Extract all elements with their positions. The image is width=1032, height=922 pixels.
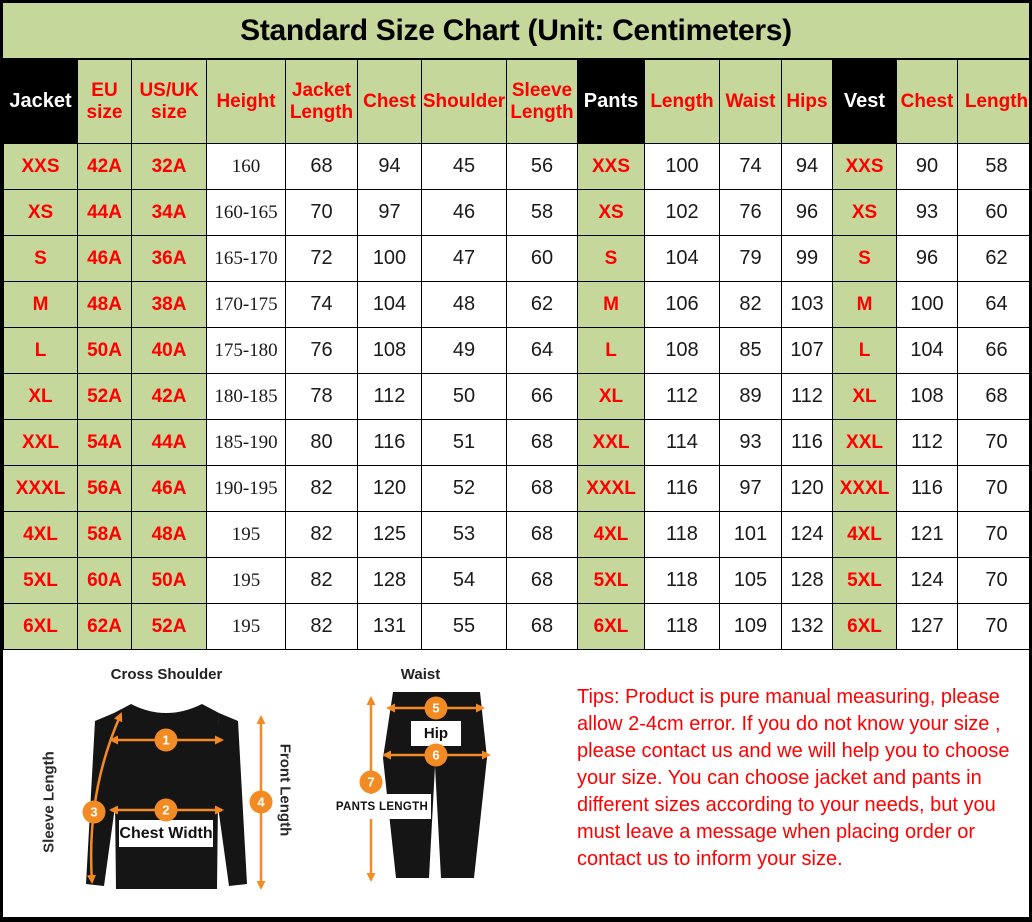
size-label-cell: 44A — [78, 190, 132, 236]
value-cell: 93 — [897, 190, 958, 236]
value-cell: 82 — [286, 512, 358, 558]
value-cell: 120 — [358, 466, 422, 512]
column-header-us-uk-size: US/UK size — [132, 60, 207, 144]
value-cell: 93 — [720, 420, 782, 466]
value-cell: 108 — [897, 374, 958, 420]
value-cell: 64 — [507, 328, 578, 374]
waist-label: Waist — [400, 666, 441, 683]
size-label-cell: XXXL — [833, 466, 897, 512]
value-cell: 70 — [958, 466, 1032, 512]
table-row — [4, 144, 1032, 190]
table-row — [4, 420, 1032, 466]
value-cell: 125 — [358, 512, 422, 558]
column-header-hips: Hips — [782, 60, 833, 144]
value-cell: 60 — [958, 190, 1032, 236]
column-header-vest-length: Length — [958, 60, 1032, 144]
value-cell: 195 — [207, 512, 286, 558]
value-cell: 60 — [507, 236, 578, 282]
table-row — [4, 604, 1032, 650]
value-cell: 70 — [286, 190, 358, 236]
value-cell: 62 — [958, 236, 1032, 282]
value-cell: 106 — [645, 282, 720, 328]
table-row — [4, 558, 1032, 604]
column-header-jacket-length: Jacket Length — [286, 60, 358, 144]
value-cell: 76 — [720, 190, 782, 236]
value-cell: 195 — [207, 558, 286, 604]
column-header-pants-length: Length — [645, 60, 720, 144]
marker-5-badge: 5 — [425, 697, 448, 720]
front-length-label: Front Length — [276, 743, 294, 837]
value-cell: 103 — [782, 282, 833, 328]
size-label-cell: 38A — [132, 282, 207, 328]
value-cell: 108 — [358, 328, 422, 374]
value-cell: 100 — [358, 236, 422, 282]
value-cell: 62 — [507, 282, 578, 328]
value-cell: 116 — [645, 466, 720, 512]
value-cell: 118 — [645, 558, 720, 604]
value-cell: 100 — [897, 282, 958, 328]
value-cell: 82 — [286, 558, 358, 604]
size-label-cell: XXL — [833, 420, 897, 466]
value-cell: 131 — [358, 604, 422, 650]
size-label-cell: XXL — [4, 420, 78, 466]
column-header-height: Height — [207, 60, 286, 144]
marker-6-badge: 6 — [425, 744, 448, 767]
value-cell: 107 — [782, 328, 833, 374]
value-cell: 85 — [720, 328, 782, 374]
column-header-vest-chest: Chest — [897, 60, 958, 144]
size-label-cell: 40A — [132, 328, 207, 374]
size-label-cell: L — [4, 328, 78, 374]
value-cell: 68 — [958, 374, 1032, 420]
size-label-cell: 4XL — [578, 512, 645, 558]
value-cell: 190-195 — [207, 466, 286, 512]
size-label-cell: 46A — [132, 466, 207, 512]
size-label-cell: 58A — [78, 512, 132, 558]
value-cell: 78 — [286, 374, 358, 420]
value-cell: 121 — [897, 512, 958, 558]
value-cell: 68 — [507, 558, 578, 604]
size-label-cell: XXS — [833, 144, 897, 190]
size-label-cell: 32A — [132, 144, 207, 190]
size-label-cell: 56A — [78, 466, 132, 512]
size-label-cell: XS — [833, 190, 897, 236]
value-cell: 58 — [958, 144, 1032, 190]
value-cell: 104 — [897, 328, 958, 374]
size-label-cell: 50A — [132, 558, 207, 604]
value-cell: 45 — [422, 144, 507, 190]
value-cell: 94 — [782, 144, 833, 190]
table-row — [4, 466, 1032, 512]
value-cell: 74 — [286, 282, 358, 328]
column-header-vest: Vest — [833, 60, 897, 144]
size-label-cell: 54A — [78, 420, 132, 466]
column-header-chest: Chest — [358, 60, 422, 144]
value-cell: 58 — [507, 190, 578, 236]
value-cell: 68 — [507, 420, 578, 466]
size-label-cell: 6XL — [4, 604, 78, 650]
value-cell: 97 — [358, 190, 422, 236]
value-cell: 76 — [286, 328, 358, 374]
value-cell: 70 — [958, 420, 1032, 466]
column-header-eu-size: EU size — [78, 60, 132, 144]
value-cell: 175-180 — [207, 328, 286, 374]
size-label-cell: 34A — [132, 190, 207, 236]
value-cell: 96 — [897, 236, 958, 282]
value-cell: 124 — [782, 512, 833, 558]
size-label-cell: M — [4, 282, 78, 328]
value-cell: 118 — [645, 512, 720, 558]
size-label-cell: XS — [578, 190, 645, 236]
size-label-cell: 46A — [78, 236, 132, 282]
marker-3-badge: 3 — [83, 801, 106, 824]
value-cell: 105 — [720, 558, 782, 604]
value-cell: 50 — [422, 374, 507, 420]
pants-measurement-diagram — [333, 662, 508, 900]
value-cell: 112 — [782, 374, 833, 420]
value-cell: 68 — [507, 512, 578, 558]
marker-1-badge: 1 — [155, 729, 178, 752]
value-cell: 114 — [645, 420, 720, 466]
value-cell: 80 — [286, 420, 358, 466]
table-row — [4, 282, 1032, 328]
value-cell: 94 — [358, 144, 422, 190]
value-cell: 170-175 — [207, 282, 286, 328]
shirt-measurement-diagram — [33, 662, 300, 907]
value-cell: 49 — [422, 328, 507, 374]
size-label-cell: XL — [833, 374, 897, 420]
size-label-cell: XXL — [578, 420, 645, 466]
value-cell: 64 — [958, 282, 1032, 328]
value-cell: 112 — [897, 420, 958, 466]
value-cell: 102 — [645, 190, 720, 236]
size-label-cell: L — [578, 328, 645, 374]
value-cell: 79 — [720, 236, 782, 282]
value-cell: 124 — [897, 558, 958, 604]
value-cell: 48 — [422, 282, 507, 328]
marker-7-badge: 7 — [360, 771, 383, 794]
value-cell: 52 — [422, 466, 507, 512]
table-row — [4, 236, 1032, 282]
value-cell: 89 — [720, 374, 782, 420]
value-cell: 112 — [358, 374, 422, 420]
value-cell: 72 — [286, 236, 358, 282]
value-cell: 128 — [782, 558, 833, 604]
value-cell: 195 — [207, 604, 286, 650]
table-row — [4, 190, 1032, 236]
size-label-cell: S — [833, 236, 897, 282]
value-cell: 90 — [897, 144, 958, 190]
value-cell: 100 — [645, 144, 720, 190]
column-header-sleeve-length: Sleeve Length — [507, 60, 578, 144]
value-cell: 109 — [720, 604, 782, 650]
value-cell: 104 — [645, 236, 720, 282]
value-cell: 68 — [507, 466, 578, 512]
value-cell: 160-165 — [207, 190, 286, 236]
value-cell: 56 — [507, 144, 578, 190]
size-label-cell: 42A — [78, 144, 132, 190]
header-row — [4, 60, 1032, 144]
size-label-cell: 52A — [78, 374, 132, 420]
size-label-cell: 48A — [132, 512, 207, 558]
column-header-jacket: Jacket — [4, 60, 78, 144]
size-label-cell: XL — [578, 374, 645, 420]
value-cell: 104 — [358, 282, 422, 328]
tips-text: Tips: Product is pure manual measuring, please allow 2-4cm error. If you do not know your size , please contact us and we will help you to choose your size. You can choose jacket and pants in different sizes according to your needs, but you must leave a message when placing order or contact us to inform your size. — [577, 686, 1010, 870]
value-cell: 82 — [720, 282, 782, 328]
size-label-cell: 42A — [132, 374, 207, 420]
size-label-cell: 5XL — [833, 558, 897, 604]
value-cell: 185-190 — [207, 420, 286, 466]
size-label-cell: 36A — [132, 236, 207, 282]
size-label-cell: 50A — [78, 328, 132, 374]
table-row — [4, 328, 1032, 374]
cross-shoulder-label: Cross Shoulder — [110, 666, 223, 683]
size-table — [3, 59, 1032, 650]
value-cell: 51 — [422, 420, 507, 466]
value-cell: 82 — [286, 466, 358, 512]
size-label-cell: 62A — [78, 604, 132, 650]
column-header-waist: Waist — [720, 60, 782, 144]
value-cell: 66 — [507, 374, 578, 420]
value-cell: 101 — [720, 512, 782, 558]
value-cell: 70 — [958, 558, 1032, 604]
value-cell: 116 — [358, 420, 422, 466]
value-cell: 165-170 — [207, 236, 286, 282]
size-label-cell: 4XL — [4, 512, 78, 558]
table-row — [4, 374, 1032, 420]
pants-shape — [383, 692, 487, 878]
size-label-cell: 48A — [78, 282, 132, 328]
size-label-cell: 5XL — [578, 558, 645, 604]
value-cell: 160 — [207, 144, 286, 190]
value-cell: 54 — [422, 558, 507, 604]
value-cell: 116 — [782, 420, 833, 466]
value-cell: 68 — [286, 144, 358, 190]
value-cell: 127 — [897, 604, 958, 650]
size-label-cell: M — [833, 282, 897, 328]
size-label-cell: 4XL — [833, 512, 897, 558]
shirt-illustration — [33, 662, 300, 907]
size-label-cell: 6XL — [578, 604, 645, 650]
column-header-pants: Pants — [578, 60, 645, 144]
value-cell: 118 — [645, 604, 720, 650]
size-label-cell: 44A — [132, 420, 207, 466]
size-label-cell: 6XL — [833, 604, 897, 650]
table-row — [4, 512, 1032, 558]
value-cell: 112 — [645, 374, 720, 420]
size-label-cell: S — [578, 236, 645, 282]
marker-4-badge: 4 — [250, 791, 273, 814]
value-cell: 180-185 — [207, 374, 286, 420]
value-cell: 96 — [782, 190, 833, 236]
size-label-cell: S — [4, 236, 78, 282]
size-label-cell: L — [833, 328, 897, 374]
marker-2-badge: 2 — [155, 799, 178, 822]
value-cell: 132 — [782, 604, 833, 650]
size-label-cell: XXXL — [578, 466, 645, 512]
page-title: Standard Size Chart (Unit: Centimeters) — [3, 3, 1029, 59]
hip-label: Hip — [411, 721, 461, 746]
size-label-cell: 60A — [78, 558, 132, 604]
size-label-cell: 5XL — [4, 558, 78, 604]
chest-width-label: Chest Width — [119, 820, 213, 847]
value-cell: 74 — [720, 144, 782, 190]
value-cell: 120 — [782, 466, 833, 512]
value-cell: 70 — [958, 512, 1032, 558]
value-cell: 70 — [958, 604, 1032, 650]
value-cell: 46 — [422, 190, 507, 236]
size-label-cell: XXXL — [4, 466, 78, 512]
size-label-cell: XXS — [4, 144, 78, 190]
size-label-cell: M — [578, 282, 645, 328]
value-cell: 116 — [897, 466, 958, 512]
value-cell: 53 — [422, 512, 507, 558]
value-cell: 66 — [958, 328, 1032, 374]
value-cell: 128 — [358, 558, 422, 604]
size-label-cell: XXS — [578, 144, 645, 190]
sleeve-length-label: Sleeve Length — [40, 751, 58, 853]
value-cell: 47 — [422, 236, 507, 282]
value-cell: 55 — [422, 604, 507, 650]
size-label-cell: XS — [4, 190, 78, 236]
measurement-guide — [3, 650, 1029, 918]
value-cell: 108 — [645, 328, 720, 374]
column-header-shoulder: Shoulder — [422, 60, 507, 144]
value-cell: 97 — [720, 466, 782, 512]
size-label-cell: XL — [4, 374, 78, 420]
value-cell: 82 — [286, 604, 358, 650]
value-cell: 68 — [507, 604, 578, 650]
size-label-cell: 52A — [132, 604, 207, 650]
value-cell: 99 — [782, 236, 833, 282]
pants-length-label: PANTS LENGTH — [333, 794, 431, 819]
